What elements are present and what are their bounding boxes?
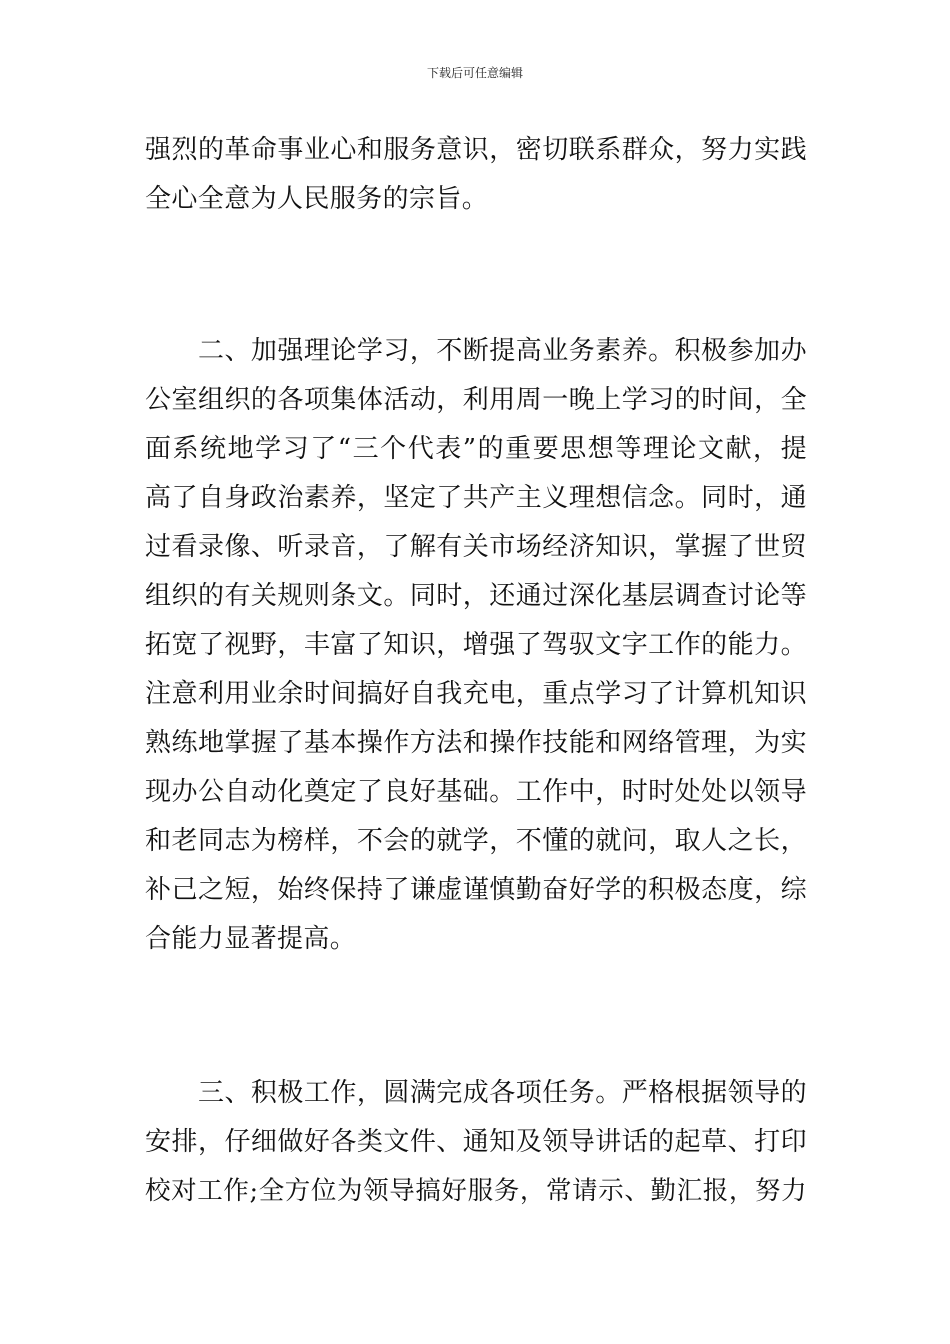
text-line: 拓宽了视野，丰富了知识，增强了驾驭文字工作的能力。 bbox=[145, 630, 807, 660]
paragraph-2 bbox=[145, 327, 807, 964]
text-line: 合能力显著提高。 bbox=[145, 924, 357, 954]
text-line: 注意利用业余时间搞好自我充电，重点学习了计算机知识 bbox=[145, 679, 807, 709]
text-line: 现办公自动化奠定了良好基础。工作中，时时处处以领导 bbox=[145, 777, 807, 807]
paragraph-3 bbox=[145, 1069, 807, 1216]
text-line: 全心全意为人民服务的宗旨。 bbox=[145, 184, 489, 214]
text-line: 强烈的革命事业心和服务意识，密切联系群众，努力实践 bbox=[145, 135, 807, 165]
paragraph-1 bbox=[145, 126, 807, 224]
text-line: 校对工作;全方位为领导搞好服务，常请示、勤汇报，努力 bbox=[145, 1176, 807, 1206]
text-line: 安排，仔细做好各类文件、通知及领导讲话的起草、打印 bbox=[145, 1127, 807, 1157]
text-line: 面系统地学习了“三个代表”的重要思想等理论文献，提 bbox=[145, 434, 807, 464]
text-line: 熟练地掌握了基本操作方法和操作技能和网络管理，为实 bbox=[145, 728, 807, 758]
text-line: 补己之短，始终保持了谦虚谨慎勤奋好学的积极态度，综 bbox=[145, 875, 807, 905]
text-line: 和老同志为榜样，不会的就学，不懂的就问，取人之长， bbox=[145, 826, 807, 856]
text-line: 组织的有关规则条文。同时，还通过深化基层调查讨论等 bbox=[145, 581, 807, 611]
text-line: 三、积极工作，圆满完成各项任务。严格根据领导的 bbox=[145, 1078, 807, 1108]
text-line: 二、加强理论学习，不断提高业务素养。积极参加办 bbox=[145, 336, 807, 366]
text-line: 高了自身政治素养，坚定了共产主义理想信念。同时，通 bbox=[145, 483, 807, 513]
page-header-note: 下载后可任意编辑 bbox=[426, 66, 523, 80]
text-line: 过看录像、听录音，了解有关市场经济知识，掌握了世贸 bbox=[145, 532, 807, 562]
text-line: 公室组织的各项集体活动，利用周一晚上学习的时间，全 bbox=[145, 385, 807, 415]
